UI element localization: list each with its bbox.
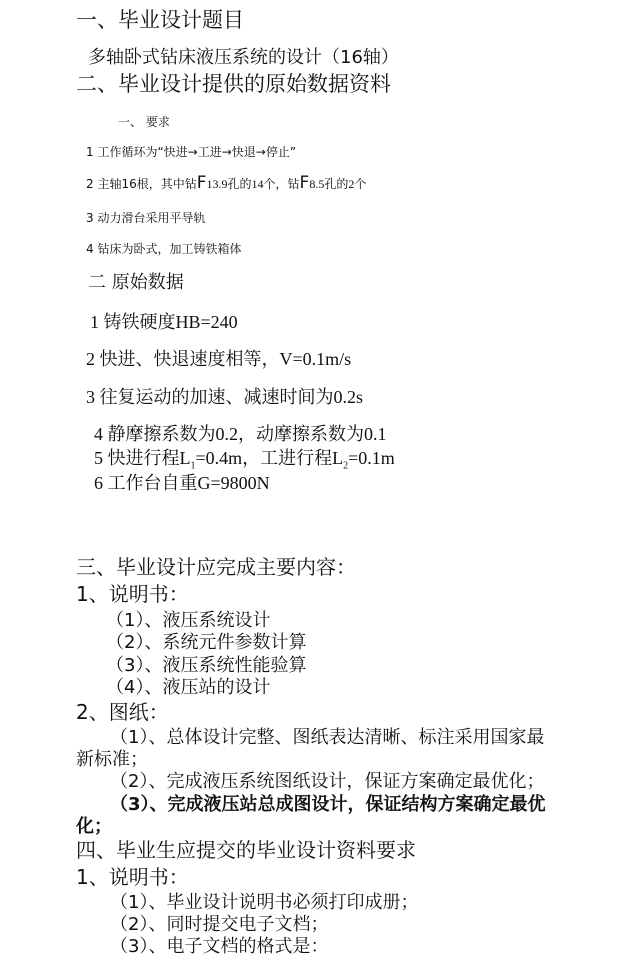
section-heading-1: 一、毕业设计题目 (76, 8, 244, 32)
submission-manual-heading: 1、说明书： (76, 865, 189, 889)
requirement-2-part-b: 13.9孔的14个，钻 (206, 177, 300, 191)
drawing-item-2: （2）、完成液压系统图纸设计，保证方案确定最优化； (110, 771, 545, 792)
raw-data-5-part-c: =0.1m (348, 448, 395, 468)
raw-data-3: 3 往复运动的加速、减速时间为0.2s (86, 387, 364, 407)
drawing-item-3: （3）、完成液压站总成图设计，保证结构方案确定最优 (110, 794, 546, 815)
requirement-3: 3 动力滑台采用平导轨 (86, 211, 206, 225)
subscript-2: 2 (343, 460, 349, 472)
drawing-item-3-continued: 化； (76, 816, 112, 837)
diameter-symbol-2: F (299, 173, 310, 193)
drawing-item-1: （1）、总体设计完整、图纸表达清晰、标注采用国家最 (110, 727, 545, 748)
requirement-4: 4 钻床为卧式，加工铸铁箱体 (86, 242, 242, 256)
section-heading-2: 二、毕业设计提供的原始数据资料 (76, 72, 391, 96)
raw-data-6: 6 工作台自重G=9800N (94, 473, 270, 493)
design-title: 多轴卧式钻床液压系统的设计（16轴） (88, 47, 399, 68)
raw-data-2: 2 快进、快退速度相等，V=0.1m/s (86, 349, 352, 369)
submission-item-1: （1）、毕业设计说明书必须打印成册； (110, 892, 419, 913)
requirement-1: 1 工作循环为“快进→工进→快退→停止” (86, 145, 297, 159)
subscript-1: 1 (190, 460, 196, 472)
submission-item-2: （2）、同时提交电子文档； (110, 914, 329, 935)
manual-heading: 1、说明书： (76, 582, 189, 606)
manual-item-4: （4）、液压站的设计 (106, 677, 271, 698)
raw-data-4: 4 静摩擦系数为0.2，动摩擦系数为0.1 (94, 424, 387, 444)
diameter-symbol-1: F (196, 173, 207, 193)
manual-item-3: （3）、液压系统性能验算 (106, 655, 307, 676)
drawings-heading: 2、图纸： (76, 700, 169, 724)
requirements-heading: 一、 要求 (118, 115, 170, 129)
drawing-item-1-continued: 新标准； (76, 749, 148, 770)
manual-item-2: （2）、系统元件参数计算 (106, 632, 307, 653)
section-heading-4: 四、毕业生应提交的毕业设计资料要求 (76, 838, 416, 862)
raw-data-heading: 二 原始数据 (88, 272, 184, 293)
raw-data-5 (94, 448, 395, 472)
raw-data-5-part-b: =0.4m，工进行程L (195, 448, 344, 468)
raw-data-5-part-a: 5 快进行程L (94, 448, 191, 468)
manual-item-1: （1）、液压系统设计 (106, 610, 271, 631)
requirement-2-part-a: 2 主轴16根，其中钻 (86, 177, 197, 191)
raw-data-1: 1 铸铁硬度HB=240 (90, 312, 238, 332)
requirement-2 (86, 174, 366, 194)
section-heading-3: 三、毕业设计应完成主要内容： (76, 555, 356, 579)
requirement-2-part-c: 8.5孔的2个 (309, 177, 367, 191)
submission-item-3: （3）、电子文档的格式是： (110, 936, 329, 957)
